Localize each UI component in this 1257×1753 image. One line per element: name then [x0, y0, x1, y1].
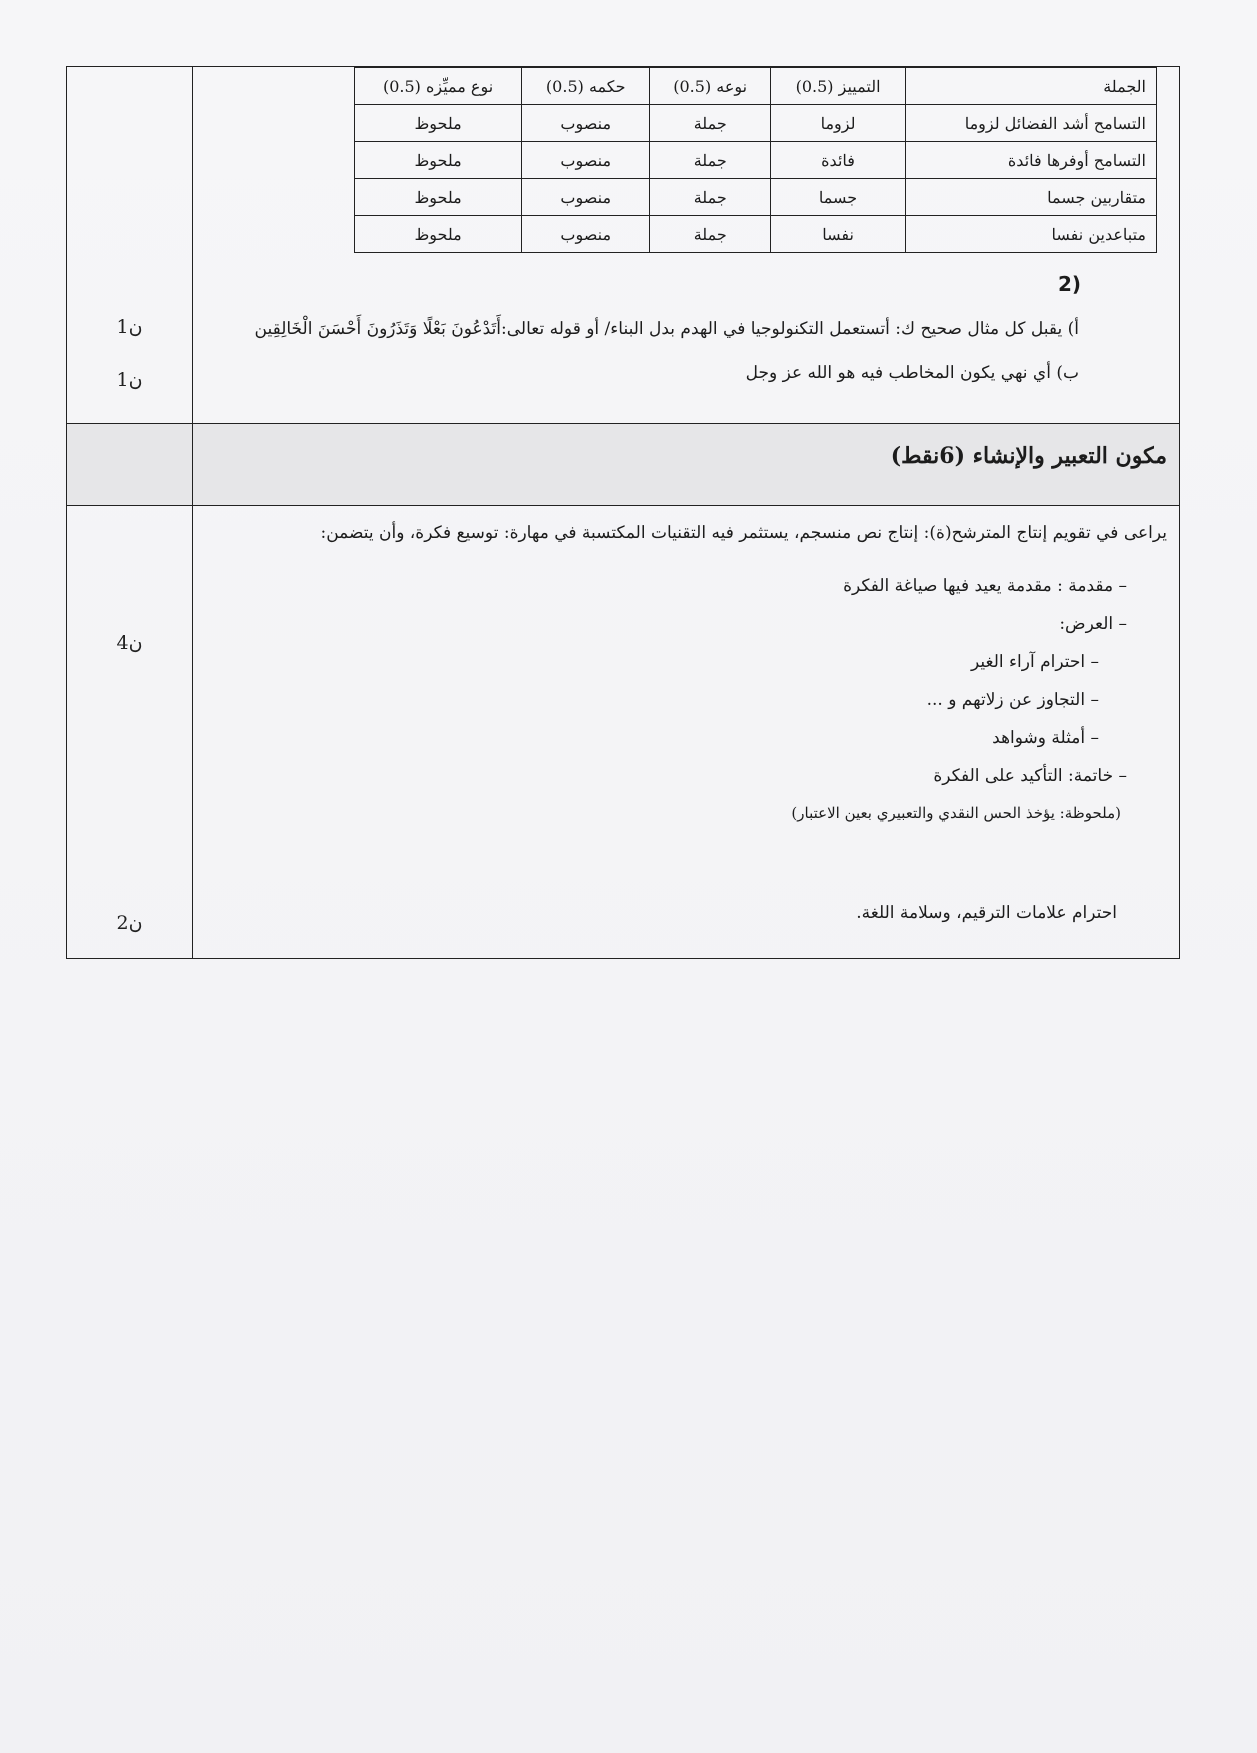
- essay-intro: يراعى في تقويم إنتاج المترشح(ة): إنتاج نص منسجم، يستثمر فيه التقنيات المكتسبة في مهارة: توسيع فكرة، وأن يتضمن:: [320, 523, 1167, 543]
- table-row: [355, 179, 1157, 216]
- table-cell: متباعدين نفسا: [906, 216, 1157, 253]
- table-cell: جملة: [650, 142, 771, 179]
- table-cell: ملحوظ: [355, 216, 522, 253]
- score-item-b: 1ن: [116, 369, 143, 391]
- table-cell: لزوما: [771, 105, 906, 142]
- table-cell: منصوب: [522, 179, 650, 216]
- table-cell: منصوب: [522, 216, 650, 253]
- score-item-a: 1ن: [116, 316, 143, 338]
- table-header: التمييز (0.5): [771, 68, 906, 105]
- table-header: نوعه (0.5): [650, 68, 771, 105]
- table-cell: منصوب: [522, 142, 650, 179]
- table-cell: التسامح أشد الفضائل لزوما: [906, 105, 1157, 142]
- answer-item-a: أ) يقبل كل مثال صحيح ك: أتستعمل التكنولوجيا في الهدم بدل البناء/ أو قوله تعالى:أَتَدْعُونَ بَعْلًا وَتَذَرُونَ أَحْسَنَ الْخَالِقِين: [254, 319, 1079, 339]
- essay-sub-item: – التجاوز عن زلاتهم و ...: [926, 690, 1099, 710]
- answer-item-b: ب) أي نهي يكون المخاطب فيه هو الله عز وجل: [745, 363, 1079, 383]
- content-column: [193, 67, 1179, 958]
- question-number: (2: [1057, 272, 1081, 296]
- essay-introduction-line: – مقدمة : مقدمة يعيد فيها صياغة الفكرة: [843, 576, 1127, 596]
- table-cell: جملة: [650, 105, 771, 142]
- essay-language-line: احترام علامات الترقيم، وسلامة اللغة.: [856, 903, 1117, 923]
- table-header: حكمه (0.5): [522, 68, 650, 105]
- table-cell: فائدة: [771, 142, 906, 179]
- tamyeez-table: [354, 67, 1157, 253]
- essay-sub-item: – احترام آراء الغير: [971, 652, 1099, 672]
- essay-conclusion-line: – خاتمة: التأكيد على الفكرة: [933, 766, 1127, 786]
- section-title: مكون التعبير والإنشاء (6نقط): [890, 443, 1167, 469]
- table-cell: نفسا: [771, 216, 906, 253]
- essay-sub-item: – أمثلة وشواهد: [992, 728, 1099, 748]
- essay-note: (ملحوظة: يؤخذ الحس النقدي والتعبيري بعين الاعتبار): [791, 804, 1121, 822]
- table-cell: جسما: [771, 179, 906, 216]
- table-header-row: [355, 68, 1157, 105]
- score-column: [67, 67, 192, 958]
- table-cell: جملة: [650, 216, 771, 253]
- table-header: الجملة: [906, 68, 1157, 105]
- table-cell: ملحوظ: [355, 179, 522, 216]
- table-cell: جملة: [650, 179, 771, 216]
- table-cell: متقاربين جسما: [906, 179, 1157, 216]
- table-row: [355, 216, 1157, 253]
- table-header: نوع مميِّزه (0.5): [355, 68, 522, 105]
- table-cell: منصوب: [522, 105, 650, 142]
- table-row: [355, 142, 1157, 179]
- table-cell: التسامح أوفرها فائدة: [906, 142, 1157, 179]
- table-row: [355, 105, 1157, 142]
- table-cell: ملحوظ: [355, 142, 522, 179]
- table-cell: ملحوظ: [355, 105, 522, 142]
- essay-body-line: – العرض:: [1059, 614, 1127, 634]
- score-essay: 4ن: [116, 632, 143, 654]
- score-language: 2ن: [116, 912, 143, 934]
- grading-sheet: [66, 66, 1180, 959]
